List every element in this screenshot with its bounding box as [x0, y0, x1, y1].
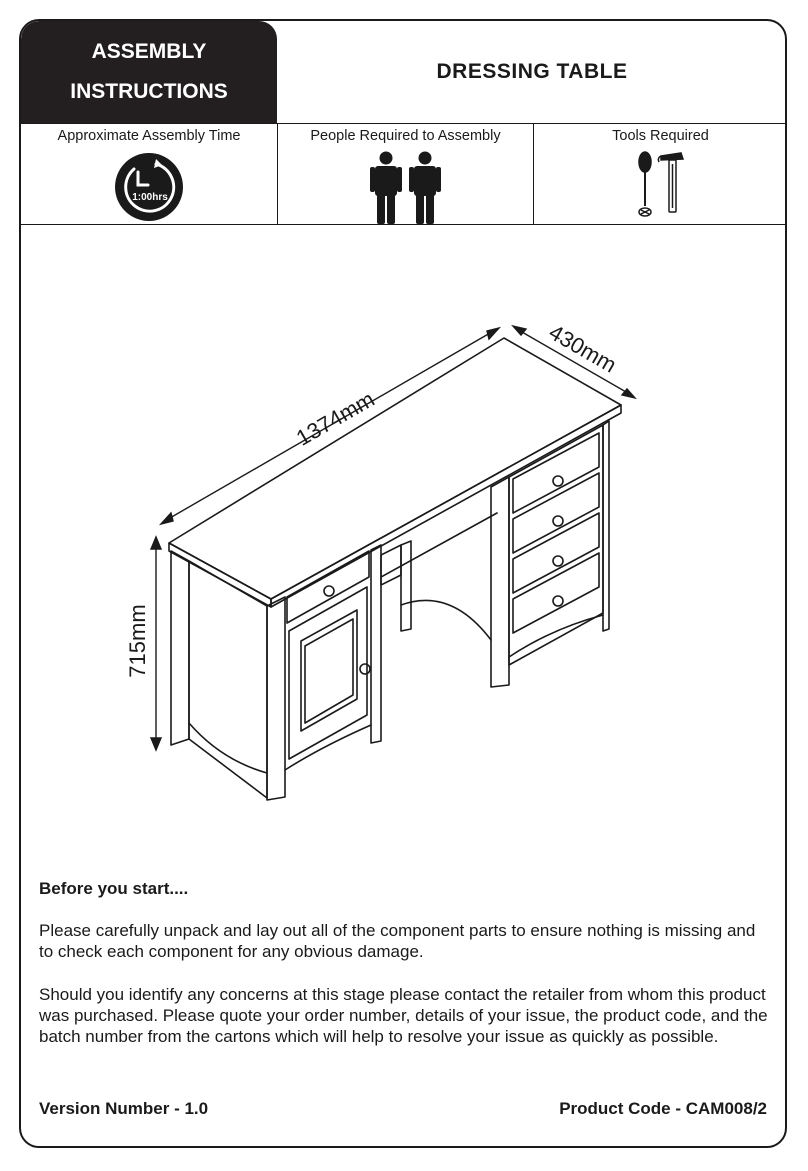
assembly-time-value: 1:00hrs	[132, 192, 168, 203]
assembly-time-label: Approximate Assembly Time	[57, 128, 241, 144]
product-title: DRESSING TABLE	[436, 60, 628, 83]
instruction-sheet	[19, 19, 787, 1148]
unpack-paragraph: Please carefully unpack and lay out all of the component parts to ensure nothing is missing and to check each component for any obvious damage.	[39, 921, 756, 961]
screwdriver-icon	[639, 152, 651, 216]
back-rail	[381, 513, 497, 577]
clock-icon	[112, 150, 186, 224]
table-top-edge	[169, 543, 271, 607]
drawer-knob	[553, 476, 563, 486]
door-panel	[301, 610, 357, 731]
left-front-leg	[267, 597, 285, 800]
door-knob	[360, 664, 370, 674]
product-code: Product Code - CAM008/2	[559, 1099, 767, 1118]
drawer-knob	[553, 556, 563, 566]
before-you-start-heading: Before you start....	[39, 879, 189, 898]
right-inner-leg	[401, 541, 411, 631]
right-pedestal-front	[509, 425, 603, 665]
version-number: Version Number - 1.0	[39, 1099, 209, 1118]
drawer-1	[513, 433, 599, 513]
assembly-time-cell	[21, 124, 277, 224]
right-rear-leg	[603, 421, 609, 631]
tools-icon-group	[631, 150, 691, 222]
dressing-table-drawing	[21, 225, 787, 865]
tools-required-cell	[534, 124, 787, 224]
depth-dimension-label: 430mm	[544, 319, 621, 378]
people-required-label: People Required to Assembly	[310, 128, 501, 144]
left-pedestal-side	[189, 561, 267, 798]
stretcher	[381, 545, 401, 585]
people-icon-group	[366, 150, 446, 226]
assembly-instructions-banner	[21, 21, 277, 123]
people-required-cell	[278, 124, 533, 224]
person-icon	[370, 152, 402, 225]
hammer-icon	[658, 153, 683, 212]
width-dimension-label: 1374mm	[291, 386, 379, 451]
left-side-panel	[171, 551, 189, 745]
concerns-paragraph: Should you identify any concerns at this stage please contact the retailer from whom this product was purchased. Please quote your order number, details of your issue, the product code, and the batch number from the cartons which will help to resolve your issue as quickly as possible.	[39, 985, 768, 1046]
left-rear-leg	[371, 545, 381, 743]
drawer-knob	[553, 596, 563, 606]
banner-line-2: INSTRUCTIONS	[70, 80, 228, 103]
left-front-arch	[285, 725, 371, 770]
drawer-knob	[553, 516, 563, 526]
person-icon	[409, 152, 441, 225]
knee-arch	[401, 600, 491, 640]
drawer-knob	[324, 586, 334, 596]
height-dimension-label: 715mm	[125, 604, 150, 678]
tools-required-label: Tools Required	[612, 128, 709, 144]
right-front-leg	[491, 477, 509, 687]
banner-line-1: ASSEMBLY	[91, 40, 207, 63]
